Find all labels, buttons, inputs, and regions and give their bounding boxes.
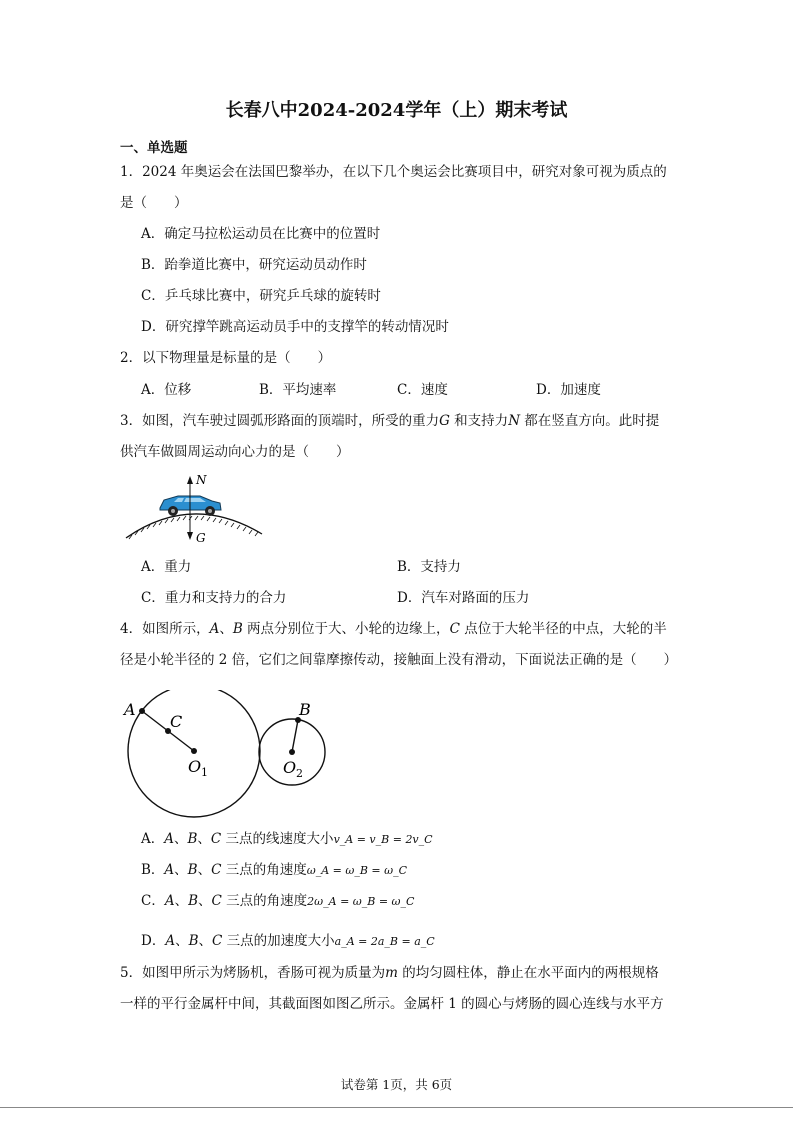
page-footer: 试卷第 1页，共 6页 bbox=[340, 1077, 453, 1092]
footer-divider bbox=[0, 1107, 793, 1108]
q4-stem-line1: 4．如图所示，A、B 两点分别位于大、小轮的边缘上，C 点位于大轮半径的中点，大轮的半 bbox=[120, 621, 667, 637]
formula-b: ω_A = ω_B = ω_C bbox=[306, 864, 408, 877]
svg-text:C: C bbox=[170, 712, 183, 731]
q1-option-c: C．乒乓球比赛中，研究乒乓球的旋转时 bbox=[141, 288, 381, 304]
q2-option-d: D．加速度 bbox=[536, 382, 601, 398]
q3-option-a: A．重力 bbox=[141, 559, 192, 575]
var-n: N bbox=[508, 413, 520, 429]
q4-option-d: D．A、B、C 三点的加速度大小a_A = 2a_B = a_C bbox=[141, 933, 435, 949]
svg-text:1: 1 bbox=[201, 766, 208, 779]
q5-stem-line1: 5．如图甲所示为烤肠机，香肠可视为质量为m 的均匀圆柱体，静止在水平面内的两根规格 bbox=[120, 965, 659, 981]
q3-option-c: C．重力和支持力的合力 bbox=[141, 590, 287, 606]
q4-option-c: C．A、B、C 三点的角速度2ω_A = ω_B = ω_C bbox=[141, 893, 415, 909]
arrow-down-icon bbox=[187, 532, 193, 540]
label-n: N bbox=[196, 473, 207, 487]
q3-stem-line1: 3．如图，汽车驶过圆弧形路面的顶端时，所受的重力G 和支持力N 都在竖直方向。此时提 bbox=[120, 413, 660, 429]
svg-text:B: B bbox=[299, 700, 311, 719]
formula-d: a_A = 2a_B = a_C bbox=[334, 935, 435, 948]
svg-text:O: O bbox=[188, 757, 202, 776]
q2-option-b: B．平均速率 bbox=[259, 382, 337, 398]
q4-option-a: A．A、B、C 三点的线速度大小v_A = v_B = 2v_C bbox=[141, 831, 433, 847]
formula-c: 2ω_A = ω_B = ω_C bbox=[307, 895, 415, 908]
svg-text:O: O bbox=[283, 758, 297, 777]
var-g: G bbox=[439, 413, 450, 429]
label-g: G bbox=[196, 531, 206, 545]
q5-stem-line2: 一样的平行金属杆中间，其截面图如图乙所示。金属杆 1 的圆心与烤肠的圆心连线与水平方 bbox=[120, 996, 664, 1012]
q3-option-b: B．支持力 bbox=[397, 559, 461, 575]
svg-text:2: 2 bbox=[296, 767, 303, 780]
center-o1 bbox=[191, 748, 197, 754]
q4-stem-line2: 径是小轮半径的 2 倍，它们之间靠摩擦传动，接触面上没有滑动，下面说法正确的是（ ） bbox=[120, 652, 678, 668]
q3-stem-line2: 供汽车做圆周运动向心力的是（ ） bbox=[120, 444, 350, 460]
arrow-up-icon bbox=[187, 476, 193, 484]
center-o2 bbox=[289, 749, 295, 755]
q2-stem: 2．以下物理量是标量的是（ ） bbox=[120, 350, 332, 366]
q1-option-d: D．研究撑竿跳高运动员手中的支撑竿的转动情况时 bbox=[141, 319, 449, 335]
car-on-arc-figure bbox=[120, 470, 270, 550]
q1-stem-line1: 1．2024 年奥运会在法国巴黎举办，在以下几个奥运会比赛项目中，研究对象可视为质点的 bbox=[120, 164, 667, 180]
point-a bbox=[139, 708, 145, 714]
q1-option-b: B．跆拳道比赛中，研究运动员动作时 bbox=[141, 257, 367, 273]
wheels-figure bbox=[118, 690, 338, 825]
q1-option-a: A．确定马拉松运动员在比赛中的位置时 bbox=[141, 226, 381, 242]
svg-text:A: A bbox=[124, 700, 136, 719]
q1-stem-line2: 是（ ） bbox=[120, 195, 188, 211]
exam-title: 长春八中2024-2024学年（上）期末考试 bbox=[225, 100, 568, 121]
section-heading: 一、单选题 bbox=[120, 140, 188, 156]
q2-option-a: A．位移 bbox=[141, 382, 192, 398]
q2-option-c: C．速度 bbox=[397, 382, 448, 398]
q3-option-d: D．汽车对路面的压力 bbox=[397, 590, 530, 606]
formula-a: v_A = v_B = 2v_C bbox=[333, 833, 433, 846]
q4-option-b: B．A、B、C 三点的角速度ω_A = ω_B = ω_C bbox=[141, 862, 408, 878]
